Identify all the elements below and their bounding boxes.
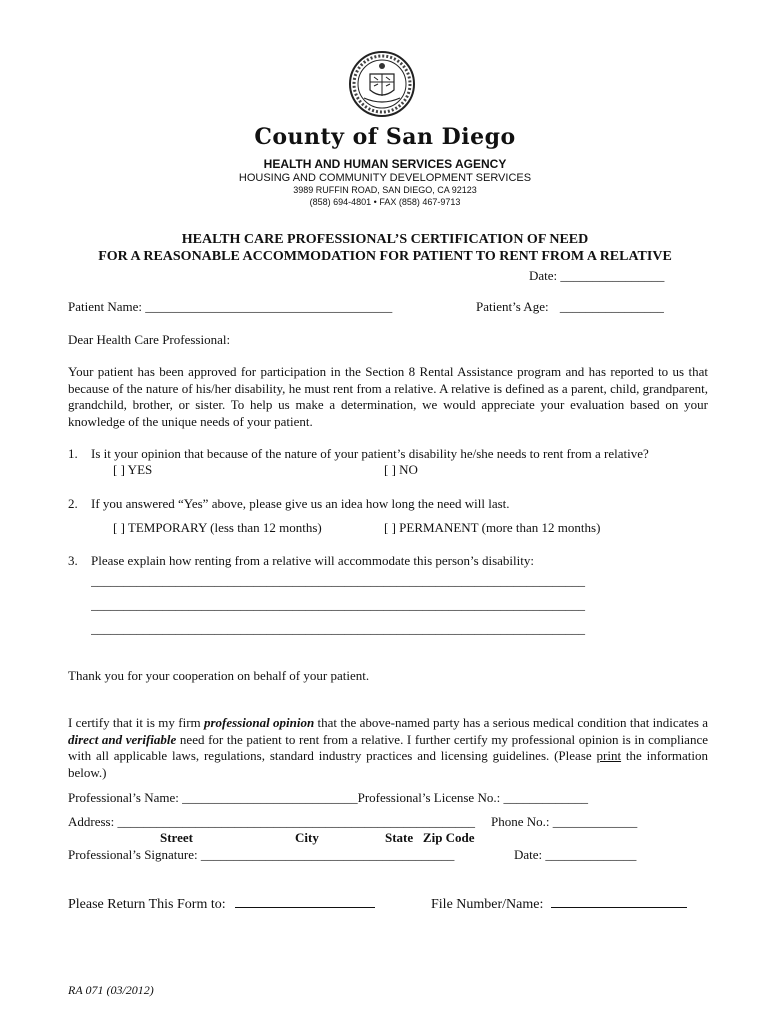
patient-age-field: [476, 299, 664, 315]
signature-input-line[interactable]: _______________________________________: [200, 847, 455, 862]
professional-license-input-line[interactable]: _____________: [503, 790, 588, 805]
county-name: County of San Diego: [254, 124, 516, 150]
question-2-temporary-checkbox[interactable]: [ ] TEMPORARY (less than 12 months): [113, 520, 322, 535]
question-2-permanent-checkbox[interactable]: [ ] PERMANENT (more than 12 months): [384, 520, 601, 535]
professional-name-label: Professional’s Name:: [68, 790, 179, 805]
agency-name: HEALTH AND HUMAN SERVICES AGENCY: [263, 157, 507, 171]
street-sublabel: Street: [160, 830, 193, 845]
address-label: Address:: [68, 814, 115, 829]
question-3-text: Please explain how renting from a relative will accommodate this person’s disability:: [91, 553, 534, 568]
question-2-text: If you answered “Yes” above, please give us an idea how long the need will last.: [91, 496, 510, 511]
phone-label: Phone No.:: [491, 814, 550, 829]
question-2-number: 2.: [68, 496, 78, 511]
form-title-line1: HEALTH CARE PROFESSIONAL’S CERTIFICATION OF NEED: [181, 232, 589, 247]
form-id: RA 071 (03/2012): [68, 983, 154, 997]
date-input-line[interactable]: ________________: [560, 268, 665, 283]
question-1-number: 1.: [68, 446, 78, 461]
date-field: [529, 268, 664, 284]
certify-text-1: I certify that it is my firm: [68, 715, 204, 730]
phone-input-line[interactable]: _____________: [552, 814, 638, 829]
thank-you-text: Thank you for your cooperation on behalf of your patient.: [68, 668, 370, 683]
certify-emphasis-professional-opinion: professional opinion: [203, 715, 315, 730]
question-3-number: 3.: [68, 553, 78, 568]
county-seal: [348, 48, 416, 120]
patient-age-input-line[interactable]: ________________: [559, 299, 664, 314]
file-number-label: File Number/Name:: [431, 897, 544, 912]
professional-name-input-line[interactable]: ___________________________: [182, 790, 358, 805]
certify-text-2: that the above-named party has a serious medical condition that indicates a: [314, 715, 708, 730]
signature-date-field: [514, 847, 636, 863]
question-1-no-checkbox[interactable]: [ ] NO: [384, 462, 418, 477]
agency-address: 3989 RUFFIN ROAD, SAN DIEGO, CA 92123: [293, 185, 477, 195]
certification-paragraph: [68, 715, 708, 781]
certify-emphasis-direct-verifiable: direct and verifiable: [68, 731, 177, 747]
signature-date-label: Date:: [514, 847, 543, 862]
signature-label: Professional’s Signature:: [68, 847, 198, 862]
question-3-answer-line[interactable]: ____________________________________________________________________________: [91, 621, 585, 636]
phone-field: [491, 814, 637, 830]
certify-text-3: need for the patient to rent from a relative. I further certify my professional opinion is in compliance with all applicable laws, regulations, standard industry practices and licensing guidelines. (Please: [68, 731, 708, 763]
question-3-answer-line[interactable]: ____________________________________________________________________________: [91, 597, 585, 612]
question-3-answer-line[interactable]: ____________________________________________________________________________: [91, 573, 585, 588]
patient-name-field: [68, 299, 392, 315]
agency-phone-fax: (858) 694-4801 • FAX (858) 467-9713: [309, 197, 461, 207]
signature-field: [68, 847, 454, 863]
patient-age-label: Patient’s Age:: [476, 299, 549, 314]
intro-paragraph: Your patient has been approved for participation in the Section 8 Rental Assistance program and has reported to us that because of the nature of his/her disability, he must rent from a relative. A relative is defined as a parent, child, grandparent, grandchild, brother, or sister. To help us make a determination, we would appreciate your evaluation based on your knowledge of the unique needs of your patient.: [68, 364, 708, 429]
question-1-yes-checkbox[interactable]: [ ] YES: [113, 462, 153, 477]
form-title-line2: FOR A REASONABLE ACCOMMODATION FOR PATIENT TO RENT FROM A RELATIVE: [98, 249, 672, 264]
return-form-label: Please Return This Form to:: [68, 897, 226, 912]
signature-date-input-line[interactable]: ______________: [545, 847, 637, 862]
return-form-field: [68, 895, 375, 913]
city-sublabel: City: [295, 830, 319, 845]
greeting: Dear Health Care Professional:: [68, 332, 231, 347]
address-input-line[interactable]: _______________________________________________________: [117, 814, 475, 829]
date-label: Date:: [529, 268, 558, 283]
question-1-text: Is it your opinion that because of the nature of your patient’s disability he/she needs to rent from a relative?: [91, 446, 649, 461]
patient-name-input-line[interactable]: ______________________________________: [145, 299, 393, 314]
file-number-field: [431, 895, 687, 913]
return-form-input-line[interactable]: [235, 895, 375, 908]
division-name: HOUSING AND COMMUNITY DEVELOPMENT SERVICES: [238, 172, 532, 184]
professional-name-field: [68, 790, 588, 806]
professional-license-label: Professional’s License No.:: [357, 790, 501, 805]
state-zip-sublabel: State Zip Code: [385, 830, 475, 845]
certify-print-underlined: print: [596, 748, 622, 763]
patient-name-label: Patient Name:: [68, 299, 143, 314]
certify-text-4: the information below.): [68, 748, 709, 780]
address-field: [68, 814, 475, 830]
file-number-input-line[interactable]: [551, 895, 687, 908]
